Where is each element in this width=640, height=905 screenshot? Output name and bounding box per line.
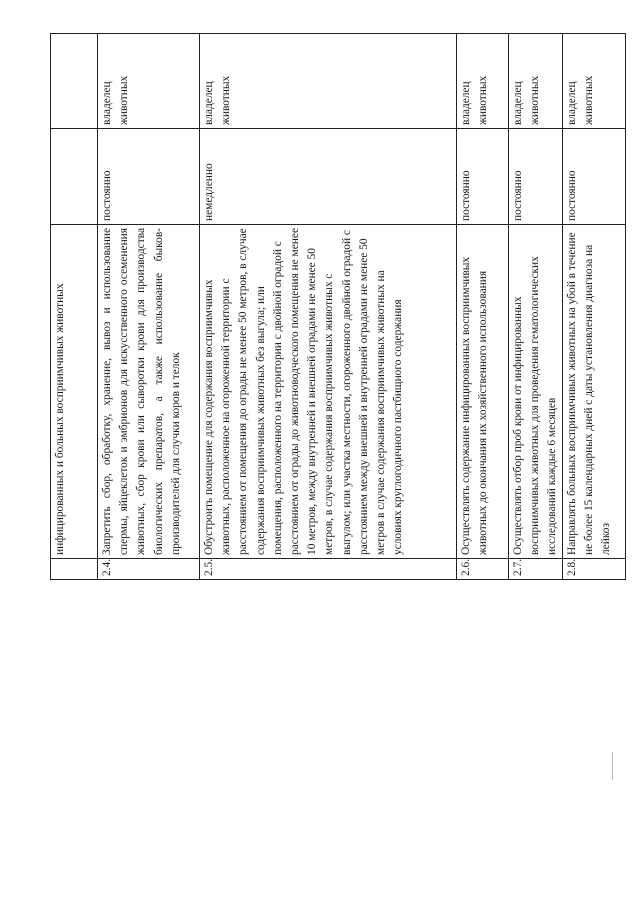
row-number-cell: 2.7. bbox=[509, 559, 563, 580]
table-row bbox=[98, 34, 200, 580]
measure-cell: Осуществлять содержание инфицированных восприимчивых животных до окончания их хозяйственного использования bbox=[457, 225, 509, 559]
measures-table bbox=[50, 33, 626, 580]
responsible-cell: владелец животных bbox=[457, 34, 509, 129]
rotated-table-container bbox=[50, 34, 625, 580]
row-number-cell bbox=[51, 559, 98, 580]
measure-cell: Осуществлять отбор проб крови от инфицированных восприимчивых животных для проведения гематологических исследований каждые 6 месяцев bbox=[509, 225, 563, 559]
deadline-cell: постоянно bbox=[563, 129, 626, 225]
scan-edge-mark bbox=[612, 752, 617, 780]
table-row bbox=[51, 34, 98, 580]
responsible-cell: владелец животных bbox=[509, 34, 563, 129]
table-row bbox=[509, 34, 563, 580]
row-number-cell: 2.5. bbox=[200, 559, 457, 580]
measure-cell: Запретить сбор, обработку, хранение, вывоз и использование спермы, яйцеклеток и эмбрионов для искусственного осеменения животных, сбор крови или сыворотки крови для производства биологических препаратов, а также использование быков-производителей для случки коров и телок bbox=[98, 225, 200, 559]
table-row bbox=[200, 34, 457, 580]
measure-cell: инфицированных и больных восприимчивых животных bbox=[51, 225, 98, 559]
table-row bbox=[457, 34, 509, 580]
row-number-cell: 2.6. bbox=[457, 559, 509, 580]
responsible-cell: владелец животных bbox=[563, 34, 626, 129]
responsible-cell: владелец животных bbox=[98, 34, 200, 129]
measure-cell: Обустроить помещение для содержания восприимчивых животных, расположенное на огороженной территории с расстоянием от помещения до ограды не менее 50 метров, в случае содержания восприимчивых животных без выгула; или помещения, расположенного на территории с двойной оградой с расстоянием от ограды до животноводческого помещения не менее 10 метров, между внутренней и внешней оградами не менее 50 метров, в случае содержания восприимчивых животных с выгулом; или участка местности, огороженного двойной оградой с расстоянием между внешней и внутренней оградами не менее 50 метров в случае содержания восприимчивых животных на условиях круглогодичного пастбищного содержания bbox=[200, 225, 457, 559]
responsible-cell: владелец животных bbox=[200, 34, 457, 129]
row-number-cell: 2.4. bbox=[98, 559, 200, 580]
row-number-cell: 2.8. bbox=[563, 559, 626, 580]
deadline-cell: постоянно bbox=[509, 129, 563, 225]
deadline-cell: немедленно bbox=[200, 129, 457, 225]
responsible-cell bbox=[51, 34, 98, 129]
table-row bbox=[563, 34, 626, 580]
deadline-cell: постоянно bbox=[457, 129, 509, 225]
deadline-cell: постоянно bbox=[98, 129, 200, 225]
deadline-cell bbox=[51, 129, 98, 225]
measure-cell: Направлять больных восприимчивых животных на убой в течение не более 15 календарных дней с даты установления диагноза на лейкоз bbox=[563, 225, 626, 559]
